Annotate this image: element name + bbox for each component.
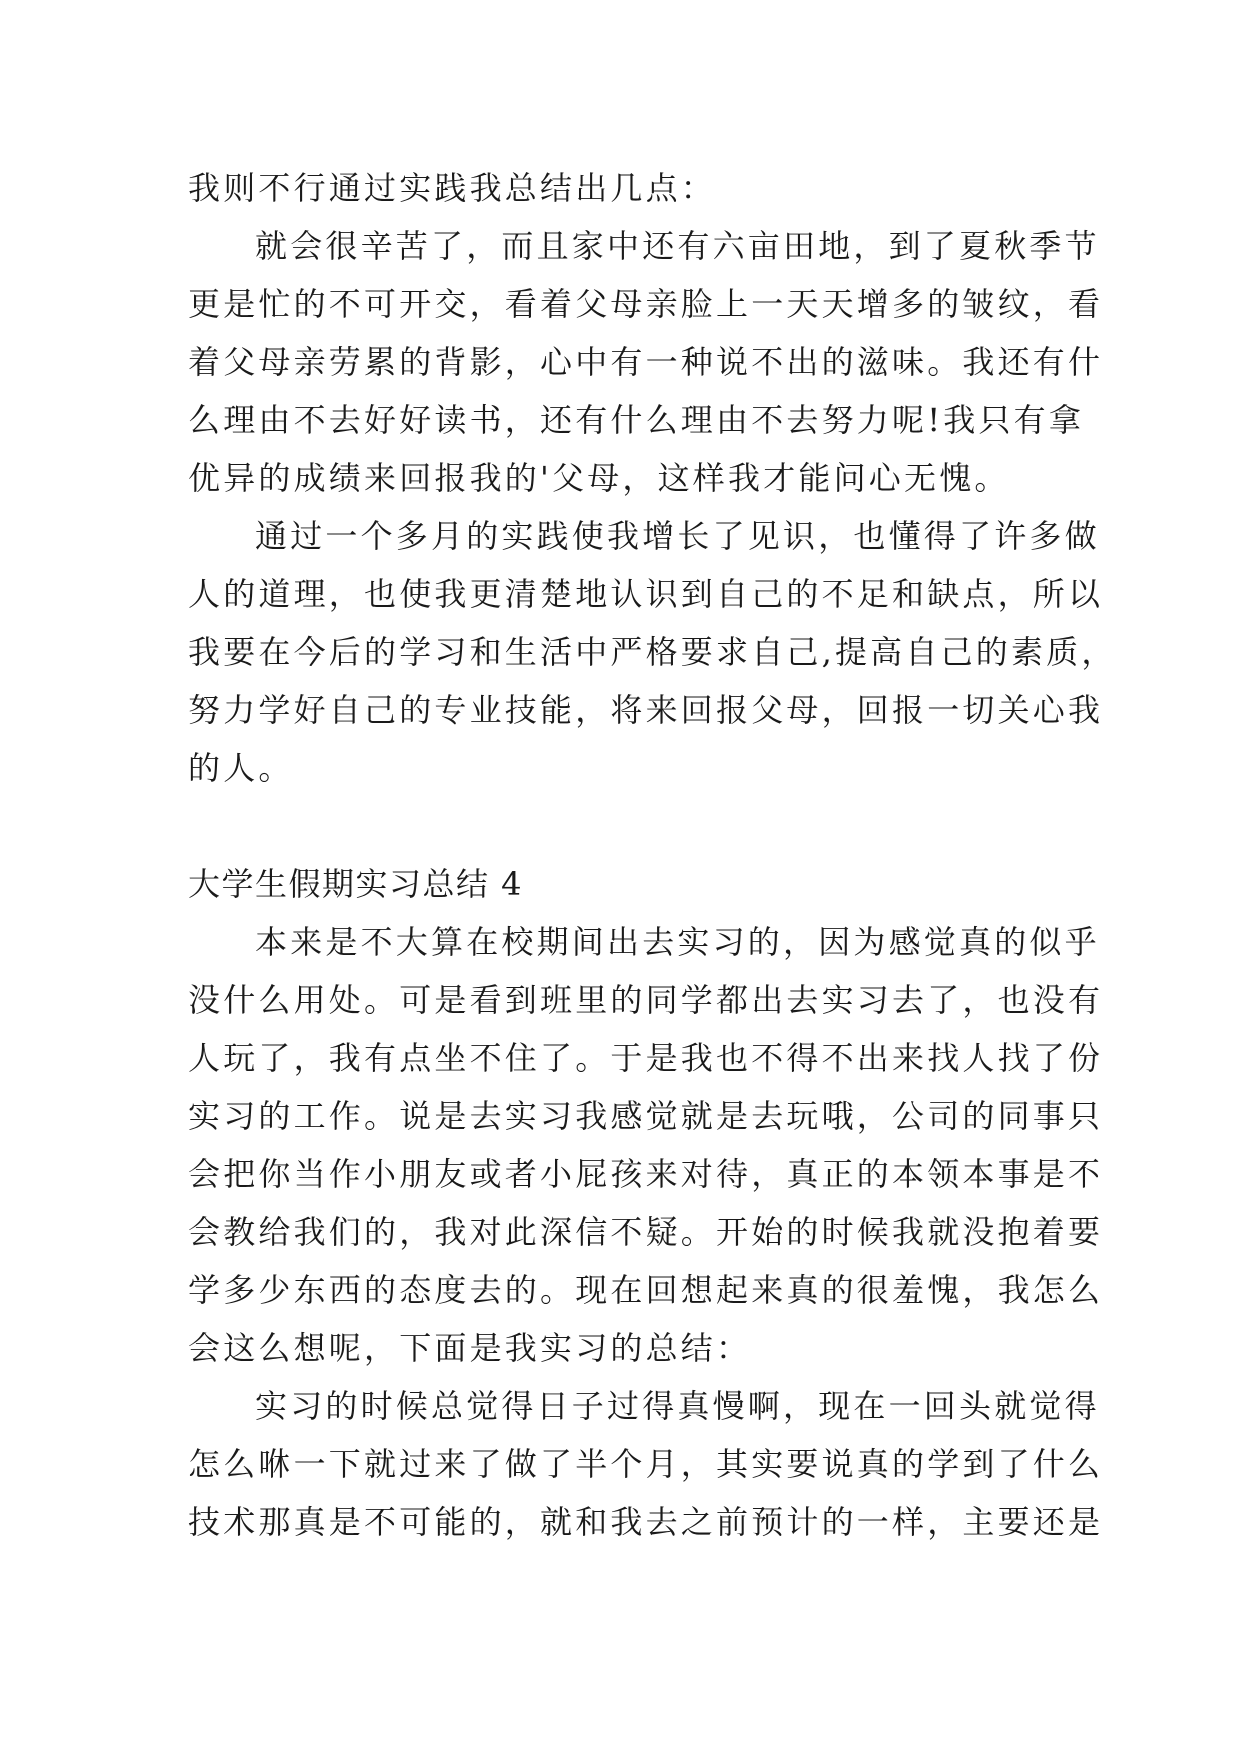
text-line: 学多少东西的态度去的。现在回想起来真的很羞愧，我怎么 xyxy=(188,1271,1104,1309)
text-line: 努力学好自己的专业技能，将来回报父母，回报一切关心我 xyxy=(188,691,1104,729)
text-line: 实习的工作。说是去实习我感觉就是去玩哦，公司的同事只 xyxy=(188,1097,1104,1135)
text-line: 优异的成绩来回报我的'父母，这样我才能问心无愧。 xyxy=(188,459,1010,497)
text-line: 我要在今后的学习和生活中严格要求自己,提高自己的素质， xyxy=(188,633,1117,671)
text-line: 么理由不去好好读书，还有什么理由不去努力呢!我只有拿 xyxy=(188,401,1085,439)
text-line: 会这么想呢，下面是我实习的总结： xyxy=(188,1329,752,1367)
paragraph-first-line: 本来是不大算在校期间出去实习的，因为感觉真的似乎 xyxy=(255,923,1100,961)
text-line: 人玩了，我有点坐不住了。于是我也不得不出来找人找了份 xyxy=(188,1039,1104,1077)
text-line: 人的道理，也使我更清楚地认识到自己的不足和缺点，所以 xyxy=(188,575,1104,613)
text-line: 的人。 xyxy=(188,749,294,787)
text-line: 我则不行通过实践我总结出几点： xyxy=(188,169,717,207)
paragraph-first-line: 实习的时候总觉得日子过得真慢啊，现在一回头就觉得 xyxy=(255,1387,1100,1425)
paragraph-first-line: 就会很辛苦了，而且家中还有六亩田地，到了夏秋季节 xyxy=(255,227,1100,265)
text-line: 着父母亲劳累的背影，心中有一种说不出的滋味。我还有什 xyxy=(188,343,1104,381)
text-line: 怎么咻一下就过来了做了半个月，其实要说真的学到了什么 xyxy=(188,1445,1104,1483)
text-line: 更是忙的不可开交，看着父母亲脸上一天天增多的皱纹，看 xyxy=(188,285,1104,323)
text-line: 会教给我们的，我对此深信不疑。开始的时候我就没抱着要 xyxy=(188,1213,1104,1251)
text-line: 会把你当作小朋友或者小屁孩来对待，真正的本领本事是不 xyxy=(188,1155,1104,1193)
paragraph-first-line: 通过一个多月的实践使我增长了见识，也懂得了许多做 xyxy=(255,517,1100,555)
text-line: 技术那真是不可能的，就和我去之前预计的一样，主要还是 xyxy=(188,1503,1104,1541)
text-line: 没什么用处。可是看到班里的同学都出去实习去了，也没有 xyxy=(188,981,1104,1019)
section-heading: 大学生假期实习总结 4 xyxy=(188,865,524,903)
